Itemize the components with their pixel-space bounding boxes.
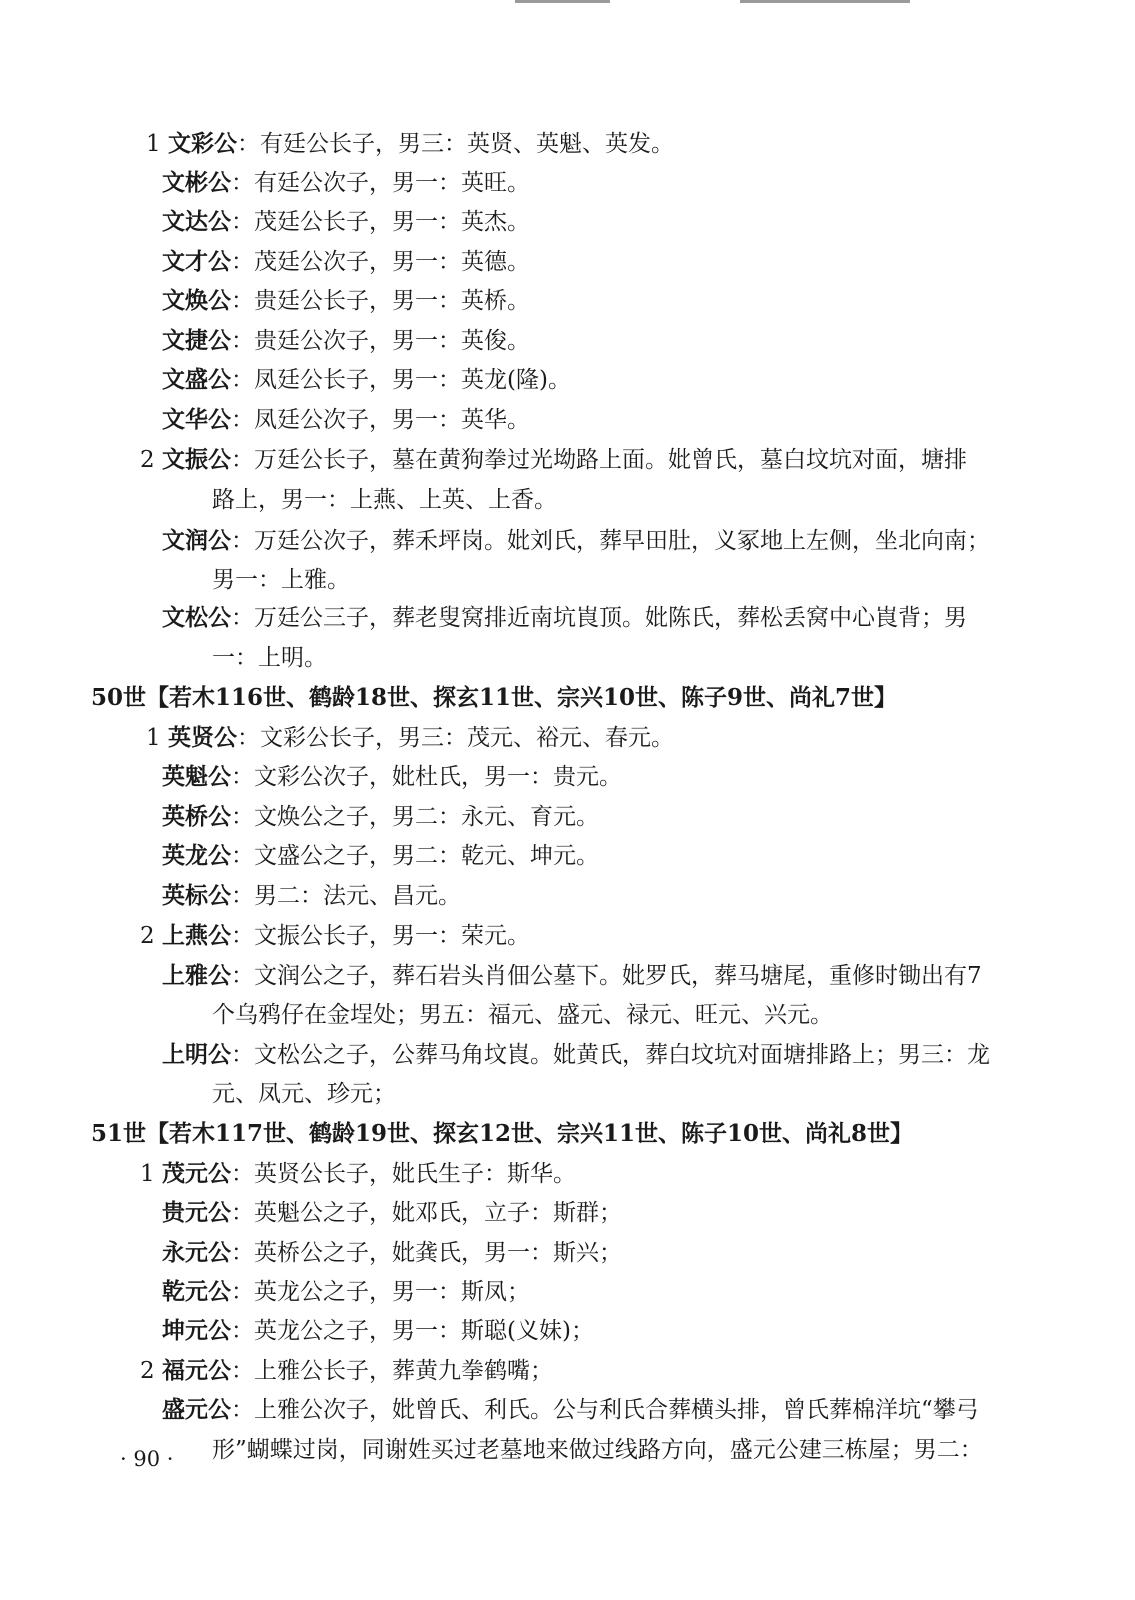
scan-top-mark bbox=[515, 0, 915, 6]
generation-header: 50世【若木116世、鹤龄18世、探玄11世、宗兴10世、陈子9世、尚礼7世】 bbox=[91, 684, 898, 711]
genealogy-entry: 英标公：男二：法元、昌元。 bbox=[162, 882, 461, 909]
entry-continuation: 一：上明。 bbox=[212, 645, 327, 671]
entry-continuation: 个乌鸦仔在金埕处；男五：福元、盛元、禄元、旺元、兴元。 bbox=[212, 1002, 833, 1028]
genealogy-entry: 贵元公：英魁公之子，妣邓氏，立子：斯群； bbox=[162, 1199, 622, 1226]
genealogy-entry: 1 茂元公：英贤公长子，妣氏生子：斯华。 bbox=[140, 1160, 576, 1187]
entry-continuation: 男一：上雅。 bbox=[212, 567, 350, 593]
genealogy-entry: 上雅公：文润公之子，葬石岩头肖佃公墓下。妣罗氏，葬马塘尾，重修时锄出有7 bbox=[162, 962, 982, 989]
page-number: · 90 · bbox=[120, 1447, 174, 1471]
genealogy-entry: 文彬公：有廷公次子，男一：英旺。 bbox=[162, 169, 530, 196]
genealogy-entry: 1 英贤公：文彩公长子，男三：茂元、裕元、春元。 bbox=[146, 724, 674, 751]
genealogy-entry: 盛元公：上雅公次子，妣曾氏、利氏。公与利氏合葬横头排，曾氏葬棉洋坑“攀弓 bbox=[162, 1396, 979, 1423]
genealogy-entry: 文华公：凤廷公次子，男一：英华。 bbox=[162, 406, 530, 433]
genealogy-entry: 文润公：万廷公次子，葬禾坪岗。妣刘氏，葬早田肚，义冢地上左侧，坐北向南； bbox=[162, 527, 990, 554]
genealogy-entry: 坤元公：英龙公之子，男一：斯聪(义妹)； bbox=[162, 1317, 594, 1344]
genealogy-entry: 英魁公：文彩公次子，妣杜氏，男一：贵元。 bbox=[162, 763, 622, 790]
genealogy-entry: 永元公：英桥公之子，妣龚氏，男一：斯兴； bbox=[162, 1239, 622, 1266]
genealogy-entry: 文盛公：凤廷公长子，男一：英龙(隆)。 bbox=[162, 366, 571, 393]
genealogy-entry: 1 文彩公：有廷公长子，男三：英贤、英魁、英发。 bbox=[146, 130, 674, 157]
entry-continuation: 路上，男一：上燕、上英、上香。 bbox=[212, 487, 557, 513]
genealogy-entry: 文焕公：贵廷公长子，男一：英桥。 bbox=[162, 287, 530, 314]
genealogy-entry: 2 上燕公：文振公长子，男一：荣元。 bbox=[140, 922, 530, 949]
entry-continuation: 形”蝴蝶过岗，同谢姓买过老墓地来做过线路方向，盛元公建三栋屋；男二： bbox=[212, 1437, 983, 1463]
genealogy-entry: 文才公：茂廷公次子，男一：英德。 bbox=[162, 248, 530, 275]
genealogy-entry: 英桥公：文焕公之子，男二：永元、育元。 bbox=[162, 803, 599, 830]
entry-continuation: 元、凤元、珍元； bbox=[212, 1081, 396, 1107]
genealogy-entry: 文捷公：贵廷公次子，男一：英俊。 bbox=[162, 327, 530, 354]
genealogy-entry: 乾元公：英龙公之子，男一：斯凤； bbox=[162, 1278, 530, 1305]
genealogy-entry: 英龙公：文盛公之子，男二：乾元、坤元。 bbox=[162, 842, 599, 869]
genealogy-entry: 2 福元公：上雅公长子，葬黄九拳鹤嘴； bbox=[140, 1357, 553, 1384]
genealogy-entry: 文达公：茂廷公长子，男一：英杰。 bbox=[162, 208, 530, 235]
genealogy-entry: 2 文振公：万廷公长子，墓在黄狗拳过光坳路上面。妣曾氏，墓白坟坑对面，塘排 bbox=[140, 446, 967, 473]
genealogy-entry: 上明公：文松公之子，公葬马角坟崀。妣黄氏，葬白坟坑对面塘排路上；男三：龙 bbox=[162, 1041, 990, 1068]
generation-header: 51世【若木117世、鹤龄19世、探玄12世、宗兴11世、陈子10世、尚礼8世】 bbox=[91, 1120, 914, 1147]
genealogy-entry: 文松公：万廷公三子，葬老叟窝排近南坑崀顶。妣陈氏，葬松丢窝中心崀背；男 bbox=[162, 604, 967, 631]
